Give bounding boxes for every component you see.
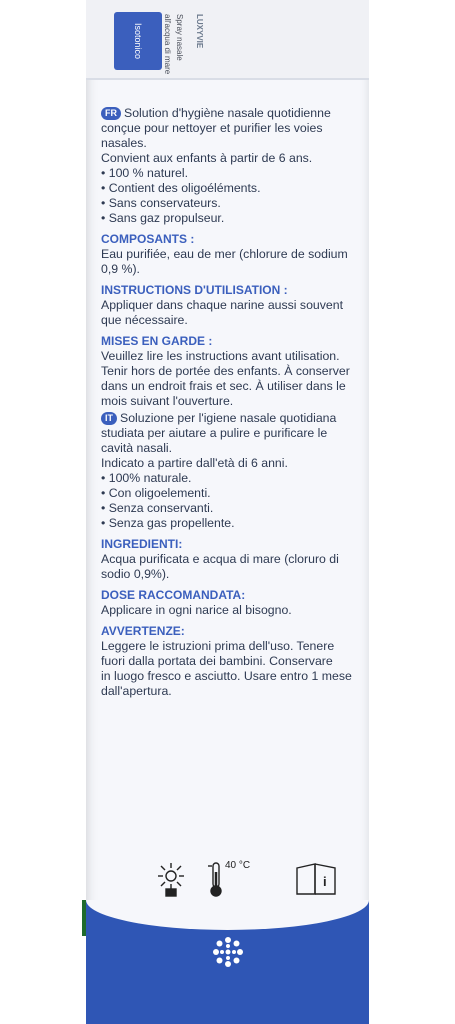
- fr-composants-1: Eau purifiée, eau de mer (chlorure de sodium: [101, 247, 348, 261]
- it-dose-1: Applicare in ogni narice al bisogno.: [101, 603, 292, 617]
- flower-logo-icon: [211, 935, 245, 974]
- fr-age: Convient aux enfants à partir de 6 ans.: [101, 151, 313, 165]
- brand-logo-text: LUXYVIE: [195, 14, 204, 49]
- it-avvertenze-1: Leggere le istruzioni prima dell'uso. Tenere: [101, 639, 335, 653]
- fr-mises-3: dans un endroit frais et sec. À utiliser dans le: [101, 379, 346, 393]
- fr-intro-1: Solution d'hygiène nasale quotidienne: [124, 106, 331, 120]
- it-flag-badge: IT: [101, 412, 117, 425]
- temperature-label: 40 °C: [225, 860, 251, 871]
- it-ingredienti-2: sodio 0,9%).: [101, 567, 170, 581]
- it-avvertenze-title: AVVERTENZE:: [101, 624, 185, 638]
- fr-flag-badge: FR: [101, 107, 121, 120]
- green-edge: [82, 900, 86, 936]
- fr-instructions-1: Appliquer dans chaque narine aussi souvent: [101, 298, 344, 312]
- fr-mises-4: mois suivant l'ouverture.: [101, 394, 234, 408]
- it-avvertenze-4: dall'apertura.: [101, 684, 172, 698]
- it-age: Indicato a partire dall'età di 6 anni.: [101, 456, 288, 470]
- fr-intro-3: nasales.: [101, 136, 147, 150]
- consult-instructions-icon: [295, 860, 337, 903]
- fr-bullet-4: • Sans gaz propulseur.: [101, 211, 363, 226]
- fr-composants-2: 0,9 %).: [101, 262, 140, 276]
- it-intro-1: Soluzione per l'igiene nasale quotidiana: [120, 411, 337, 425]
- it-bullet-4: • Senza gas propellente.: [101, 516, 363, 531]
- label-text-block: [101, 106, 363, 699]
- fr-instructions-2: que nécessaire.: [101, 313, 188, 327]
- top-flap: [86, 0, 369, 80]
- it-bullet-3: • Senza conservanti.: [101, 501, 363, 516]
- fr-composants-title: COMPOSANTS :: [101, 232, 195, 246]
- fr-mises-title: MISES EN GARDE :: [101, 334, 213, 348]
- info-glyph: i: [323, 874, 327, 889]
- symbols-row: [145, 860, 345, 900]
- it-dose-title: DOSE RACCOMANDATA:: [101, 588, 246, 602]
- it-intro-2: studiata per aiutare a pulire e purificare le: [101, 426, 328, 440]
- fr-mises-1: Veuillez lire les instructions avant utilisation.: [101, 349, 340, 363]
- fr-mises-2: Tenir hors de portée des enfants. À conserver: [101, 364, 350, 378]
- fr-bullet-3: • Sans conservateurs.: [101, 196, 363, 211]
- it-avvertenze-2: fuori dalla portata dei bambini. Conservare: [101, 654, 333, 668]
- fr-intro-2: conçue pour nettoyer et purifier les voies: [101, 121, 323, 135]
- fr-bullet-1: • 100 % naturel.: [101, 166, 363, 181]
- temperature-limit-icon: [207, 860, 227, 903]
- keep-away-from-sunlight-icon: [153, 860, 189, 903]
- vertical-line-1: Spray nasale: [175, 14, 184, 61]
- type-band-label: Isotonico: [133, 22, 143, 60]
- it-bullet-2: • Con oligoelementi.: [101, 486, 363, 501]
- vertical-line-2: all'acqua di mare: [163, 14, 172, 75]
- it-bullet-1: • 100% naturale.: [101, 471, 363, 486]
- it-ingredienti-1: Acqua purificata e acqua di mare (cloruro di: [101, 552, 339, 566]
- fr-bullet-2: • Contient des oligoéléments.: [101, 181, 363, 196]
- type-band: [114, 12, 162, 70]
- it-avvertenze-3: in luogo fresco e asciutto. Usare entro 1 mese: [101, 669, 352, 683]
- fr-instructions-title: INSTRUCTIONS D'UTILISATION :: [101, 283, 288, 297]
- it-intro-3: cavità nasali.: [101, 441, 173, 455]
- it-ingredienti-title: INGREDIENTI:: [101, 537, 183, 551]
